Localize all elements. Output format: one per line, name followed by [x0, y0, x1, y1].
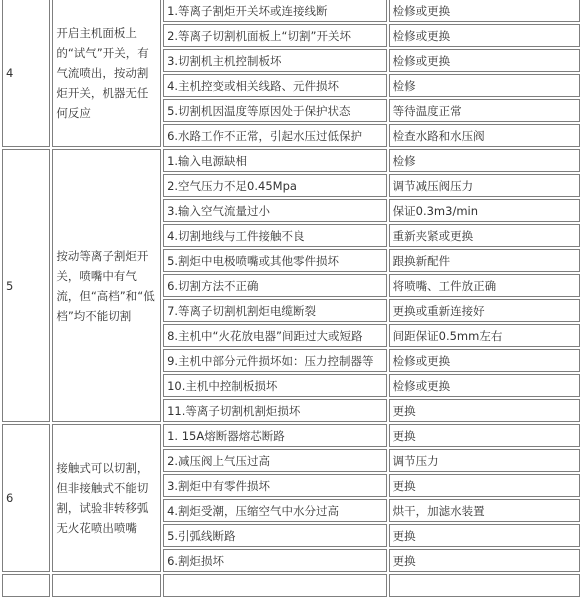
- table-row: [2, 424, 580, 447]
- fault-remedy: 等待温度正常: [389, 99, 580, 122]
- fault-cause: 4.割炬受潮，压缩空气中水分过高: [163, 499, 387, 522]
- fault-cause: 3.切割机主机控制板坏: [163, 49, 387, 72]
- fault-remedy: 调节压力: [389, 449, 580, 472]
- empty-cell: [52, 574, 161, 597]
- table-body: [2, 0, 580, 597]
- table-row: [2, 0, 580, 22]
- fault-remedy: 更换: [389, 399, 580, 422]
- fault-remedy: 检修或更换: [389, 0, 580, 22]
- fault-cause: 6.水路工作不正常，引起水压过低保护: [163, 124, 387, 147]
- fault-number: 4: [2, 0, 50, 147]
- fault-remedy: 更换或重新连接好: [389, 299, 580, 322]
- table-row: [2, 149, 580, 172]
- fault-remedy: 烘干，加滤水装置: [389, 499, 580, 522]
- fault-number: 6: [2, 424, 50, 572]
- fault-cause: 3.输入空气流量过小: [163, 199, 387, 222]
- fault-remedy: 更换: [389, 524, 580, 547]
- fault-cause: 1. 15A熔断器熔芯断路: [163, 424, 387, 447]
- fault-cause: 11.等离子切割机割炬损坏: [163, 399, 387, 422]
- fault-cause: 4.主机控变或相关线路、元件损坏: [163, 74, 387, 97]
- fault-remedy: 更换: [389, 424, 580, 447]
- fault-cause: 6.切割方法不正确: [163, 274, 387, 297]
- empty-cell: [2, 574, 50, 597]
- fault-remedy: 检修或更换: [389, 49, 580, 72]
- fault-remedy: 更换: [389, 474, 580, 497]
- fault-remedy: 更换: [389, 549, 580, 572]
- fault-cause: 1.等离子割炬开关坏或连接线断: [163, 0, 387, 22]
- fault-remedy: 检修或更换: [389, 374, 580, 397]
- fault-number: 5: [2, 149, 50, 422]
- fault-cause: 4.切割地线与工件接触不良: [163, 224, 387, 247]
- fault-remedy: 跟换新配件: [389, 249, 580, 272]
- fault-remedy: 间距保证0.5mm左右: [389, 324, 580, 347]
- fault-cause: 2.空气压力不足0.45Mpa: [163, 174, 387, 197]
- fault-cause: 8.主机中“火花放电器”间距过大或短路: [163, 324, 387, 347]
- fault-remedy: 检查水路和水压阀: [389, 124, 580, 147]
- fault-cause: 5.引弧线断路: [163, 524, 387, 547]
- fault-cause: 10.主机中控制板损坏: [163, 374, 387, 397]
- fault-cause: 7.等离子切割机割炬电缆断裂: [163, 299, 387, 322]
- fault-remedy: 检修或更换: [389, 24, 580, 47]
- table-row: [2, 574, 580, 597]
- fault-remedy: 检修或更换: [389, 349, 580, 372]
- fault-cause: 5.割炬中电极喷嘴或其他零件损坏: [163, 249, 387, 272]
- fault-remedy: 保证0.3m3/min: [389, 199, 580, 222]
- fault-cause: 3.割炬中有零件损坏: [163, 474, 387, 497]
- fault-description: 接触式可以切割，但非接触式不能切割，试验非转移弧无火花喷出喷嘴: [52, 424, 161, 572]
- fault-remedy: 将喷嘴、工件放正确: [389, 274, 580, 297]
- empty-cell: [389, 574, 580, 597]
- fault-description: 开启主机面板上的“试气”开关，有气流喷出，按动割炬开关，机器无任何反应: [52, 0, 161, 147]
- fault-cause: 9.主机中部分元件损坏如：压力控制器等: [163, 349, 387, 372]
- fault-cause: 2.减压阀上气压过高: [163, 449, 387, 472]
- fault-cause: 5.切割机因温度等原因处于保护状态: [163, 99, 387, 122]
- fault-description: 按动等离子割炬开关，喷嘴中有气流，但“高档”和“低档”均不能切割: [52, 149, 161, 422]
- fault-remedy: 检修: [389, 74, 580, 97]
- fault-cause: 2.等离子切割机面板上“切割”开关坏: [163, 24, 387, 47]
- fault-cause: 6.割炬损坏: [163, 549, 387, 572]
- fault-remedy: 调节减压阀压力: [389, 174, 580, 197]
- empty-cell: [163, 574, 387, 597]
- fault-remedy: 重新夹紧或更换: [389, 224, 580, 247]
- fault-remedy: 检修: [389, 149, 580, 172]
- fault-cause: 1.输入电源缺相: [163, 149, 387, 172]
